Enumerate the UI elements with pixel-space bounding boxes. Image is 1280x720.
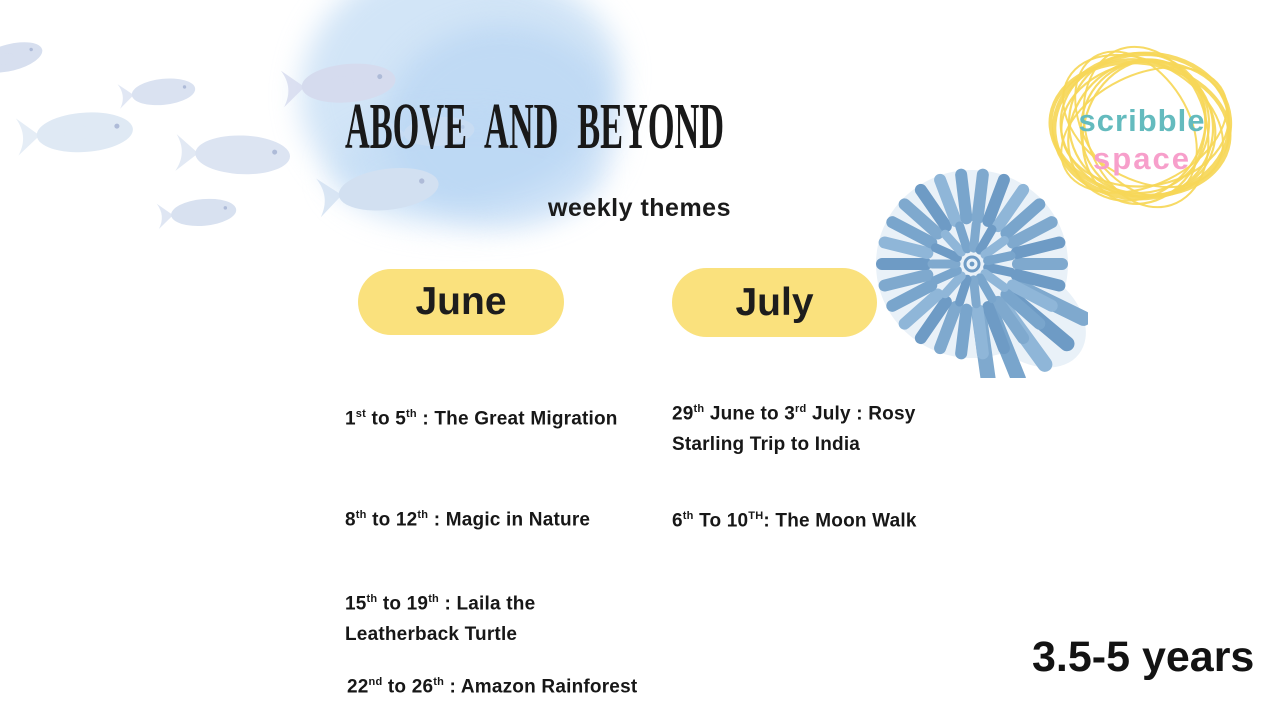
- july-pill-label: July: [735, 280, 814, 324]
- june-theme-week4: 22nd to 26th : Amazon Rainforest: [347, 676, 638, 698]
- july-pill: [672, 268, 877, 337]
- july-theme-week1: 29th June to 3rd July : Rosy Starling Trip to India: [672, 403, 916, 456]
- june-pill: [358, 269, 564, 335]
- poster-subtitle: weekly themes: [548, 194, 731, 222]
- june-theme-week2: 8th to 12th : Magic in Nature: [345, 509, 591, 531]
- june-pill-label: June: [415, 280, 507, 323]
- fish-icon: [156, 193, 239, 234]
- june-theme-week3: 15th to 19th : Laila the Leatherback Turtle: [345, 593, 536, 646]
- fish-icon: [14, 104, 135, 162]
- fish-icon: [174, 128, 292, 181]
- logo-wordmark-scribble: scribble: [1078, 103, 1206, 138]
- poster-title: ABOVE AND BEYOND: [345, 90, 725, 163]
- logo-wordmark-space: space: [1093, 141, 1191, 176]
- july-theme-week2: 6th To 10TH: The Moon Walk: [672, 510, 917, 532]
- age-range-label: 3.5-5 years: [1032, 633, 1255, 681]
- june-theme-week1: 1st to 5th : The Great Migration: [345, 408, 618, 430]
- fish-icon: [0, 33, 47, 85]
